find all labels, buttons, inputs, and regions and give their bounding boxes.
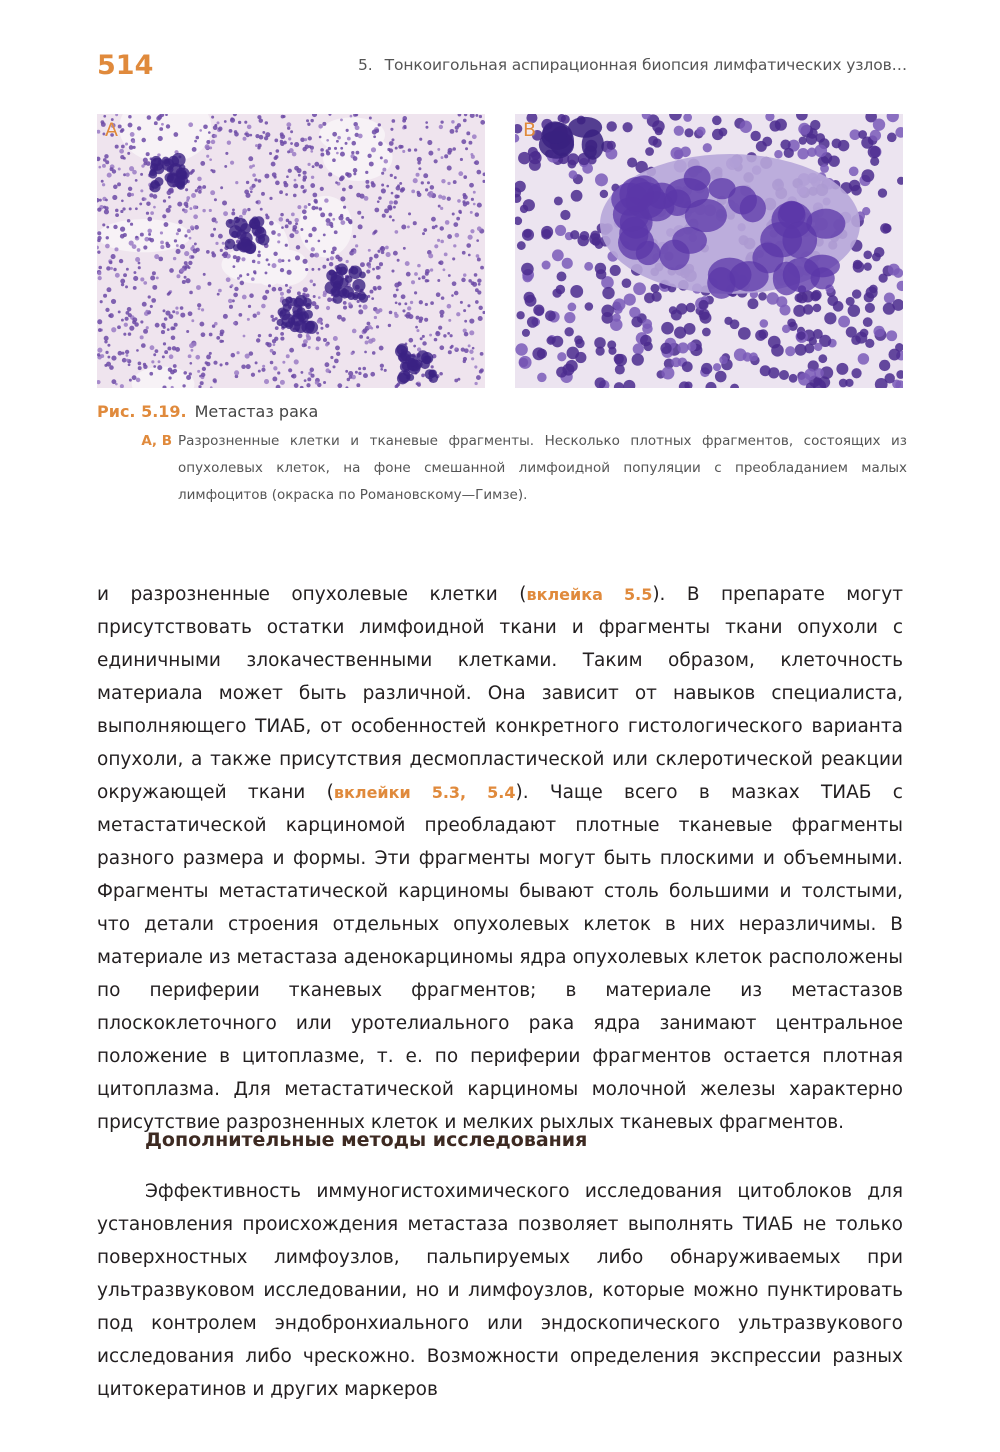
panel-letter-b: B <box>523 119 537 141</box>
microscopy-image-b <box>515 114 903 388</box>
figure-title: Метастаз рака <box>194 402 319 421</box>
micrograph-a <box>97 114 485 388</box>
chapter-title: Тонкоигольная аспирационная биопсия лимфатических узлов… <box>384 56 908 74</box>
section-heading: Дополнительные методы исследования <box>145 1129 588 1151</box>
body-paragraph-2 <box>97 1175 903 1406</box>
text-run: ). Чаще всего в мазках ТИАБ с метастатической карциномой преобладают плотные тканевые фрагменты разного размера и формы. Эти фрагменты могут быть плоскими и объемными. Фрагменты метастатической карциномы бывают столь большими и толстыми, что детали строения отдельных опухолевых клеток в них неразличимы. В материале из метастаза аденокарциномы ядра опухолевых клеток расположены по периферии тканевых фрагментов; в материале из метастазов плоскоклеточного или уротелиального рака ядра занимают центральное положение в цитоплазме, т. е. по периферии фрагментов остается плотная цитоплазма. Для метастатической карциномы молочной железы характерно присутствие разрозненных клеток и мелких рыхлых тканевых фрагментов. <box>97 782 903 1133</box>
micrograph-b <box>515 114 903 388</box>
paragraph-text: Эффективность иммуногистохимического исследования цитоблоков для установления происхождения метастаза позволяет выполнять ТИАБ не только поверхностных лимфоузлов, пальпируемых либо обнаруживаемых при ультразвуковом исследовании, но и лимфоузлов, которые можно пунктировать под контролем эндобронхиального или эндоскопического ультразвукового исследования либо чрескожно. Возможности определения экспрессии разных цитокератинов и других маркеров <box>97 1181 903 1400</box>
caption-panel-refs: А, В <box>141 433 172 449</box>
plate-reference-link[interactable]: вклейка 5.5 <box>526 585 653 604</box>
page-number: 514 <box>97 50 154 81</box>
text-run: ). В препарате могут присутствовать остатки лимфоидной ткани и фрагменты ткани опухоли с единичными злокачественными клетками. Таким образом, клеточность материала может быть различной. Она зависит от навыков специалиста, выполняющего ТИАБ, от особенностей конкретного гистологического варианта опухоли, а также присутствия десмопластической или склеротической реакции окружающей ткани ( <box>97 584 903 803</box>
body-paragraph-1 <box>97 578 903 1139</box>
text-run: и разрозненные опухолевые клетки ( <box>97 584 527 605</box>
caption-description: Разрозненные клетки и тканевые фрагменты. Несколько плотных фрагментов, состоящих из опухолевых клеток, на фоне смешанной лимфоидной популяции с преобладанием малых лимфоцитов (окраска по Романовскому—Гимзе). <box>178 433 907 503</box>
figure-caption <box>97 401 907 509</box>
chapter-number: 5. <box>358 56 373 74</box>
running-head <box>358 56 908 74</box>
panel-letter-a: A <box>105 119 118 141</box>
plate-reference-link[interactable]: вклейки 5.3, 5.4 <box>333 783 516 802</box>
microscopy-image-a <box>97 114 485 388</box>
figure-label: Рис. 5.19. <box>97 402 187 421</box>
